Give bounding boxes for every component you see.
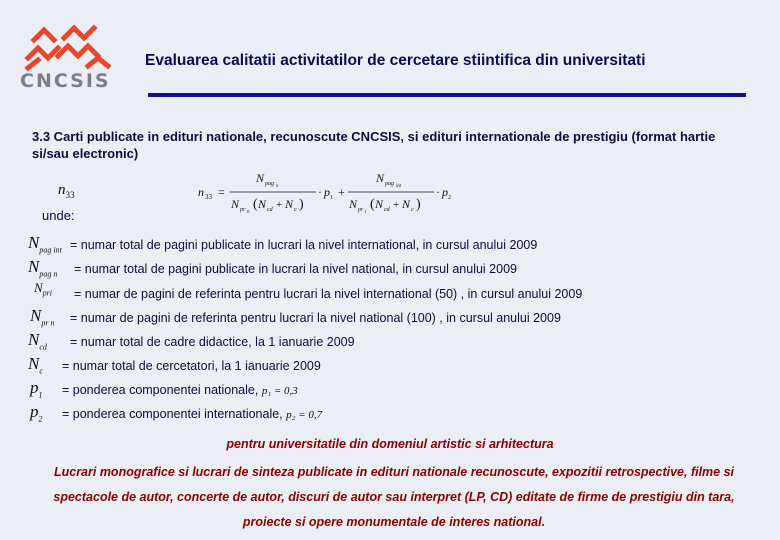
- symbol-p2: $p_2$: [30, 402, 43, 424]
- svg-text:(: (: [370, 197, 375, 212]
- title-divider: [148, 93, 746, 97]
- arts-description: Lucrari monografice si lucrari de sinteza publicate in edituri nationale recunoscute, expozitii retrospective, filme si spectacole de autor, concerte de autor, discuri de autor sau interpret (LP, CD) editate de firme de prestigiu din tara, proiecte si opere monumentale de interes national.: [53, 465, 735, 529]
- definition-nc: = numar total de cercetatori, la 1 ianuarie 2009: [62, 359, 321, 373]
- n33-formula: [198, 168, 460, 216]
- svg-text:(: (: [253, 197, 258, 212]
- logo-text: CNCSIS: [20, 70, 111, 92]
- unde-label: unde:: [42, 208, 75, 223]
- svg-text:N: N: [349, 197, 358, 211]
- svg-text:N: N: [375, 197, 384, 211]
- definition-p1: = ponderea componentei nationale, p₁ = 0,3: [62, 383, 298, 397]
- svg-text:N: N: [402, 197, 411, 211]
- svg-text:n: n: [276, 184, 279, 189]
- section-heading: 3.3 Carti publicate in edituri nationale, recunoscute CNCSIS, si edituri internationale de prestigiu (format hartie si/sau electronic): [32, 129, 716, 161]
- svg-text:+: +: [338, 185, 345, 199]
- symbol-nc: $N_c$: [28, 354, 43, 376]
- svg-text:pag: pag: [265, 181, 274, 187]
- svg-text:+: +: [393, 199, 400, 211]
- svg-text:c: c: [294, 207, 297, 213]
- svg-text:=: =: [218, 185, 225, 199]
- svg-text:p: p: [442, 185, 448, 199]
- arts-heading: pentru universitatile din domeniul artistic si arhitectura: [226, 437, 554, 451]
- svg-text:pag: pag: [385, 181, 394, 187]
- svg-text:·: ·: [318, 185, 322, 199]
- svg-text:pr: pr: [358, 207, 364, 213]
- svg-text:33: 33: [205, 193, 212, 201]
- symbol-ncd: $N_{cd}$: [28, 330, 47, 352]
- svg-text:c: c: [411, 207, 414, 213]
- svg-text:pr: pr: [240, 207, 246, 213]
- svg-text:+: +: [276, 199, 283, 211]
- svg-text:N: N: [231, 197, 240, 211]
- svg-text:1: 1: [330, 195, 333, 201]
- definition-p2: = ponderea componentei internationale, p₂ = 0,7: [62, 407, 323, 421]
- svg-text:p: p: [324, 185, 330, 199]
- svg-text:·: ·: [436, 185, 440, 199]
- symbol-p1: $p_1$: [30, 378, 43, 400]
- svg-text:i: i: [365, 210, 367, 215]
- symbol-npag-n: $N_{pag n}$: [28, 257, 58, 279]
- svg-text:cd: cd: [384, 207, 390, 213]
- svg-text:N: N: [258, 197, 267, 211]
- definition-npag-int: = numar total de pagini publicate in lucrari la nivel international, in cursul anului 2009: [70, 238, 538, 252]
- svg-text:N: N: [285, 197, 294, 211]
- svg-text:n: n: [247, 210, 250, 215]
- p2-value: p₂ = 0,7: [286, 409, 323, 421]
- definition-ncd: = numar total de cadre didactice, la 1 ianuarie 2009: [70, 335, 355, 349]
- page-title: Evaluarea calitatii activitatilor de cercetare stiintifica din universitati: [145, 52, 646, 69]
- svg-text:cd: cd: [267, 207, 273, 213]
- definition-nprn: = numar de pagini de referinta pentru lucrari la nivel national (100) , in cursul anului 2009: [70, 311, 561, 325]
- definition-npri: = numar de pagini de referinta pentru lucrari la nivel international (50) , in cursul anului 2009: [74, 287, 583, 301]
- svg-text:): ): [299, 197, 304, 212]
- definition-npag-n: = numar total de pagini publicate in lucrari la nivel national, in cursul anului 2009: [74, 262, 517, 276]
- n33-symbol: $n_{33}$: [58, 182, 75, 200]
- symbol-nprn: $N_{pr n}$: [30, 306, 55, 328]
- svg-text:2: 2: [448, 195, 451, 201]
- p1-value: p₁ = 0,3: [261, 385, 298, 397]
- svg-text:N: N: [256, 171, 265, 185]
- svg-text:n: n: [198, 185, 204, 199]
- symbol-npri: $N_{pri}$: [34, 280, 53, 298]
- svg-text:int: int: [396, 184, 402, 189]
- symbol-npag-int: $N_{pag int}$: [28, 233, 62, 255]
- svg-text:): ): [416, 197, 421, 212]
- svg-text:N: N: [376, 171, 385, 185]
